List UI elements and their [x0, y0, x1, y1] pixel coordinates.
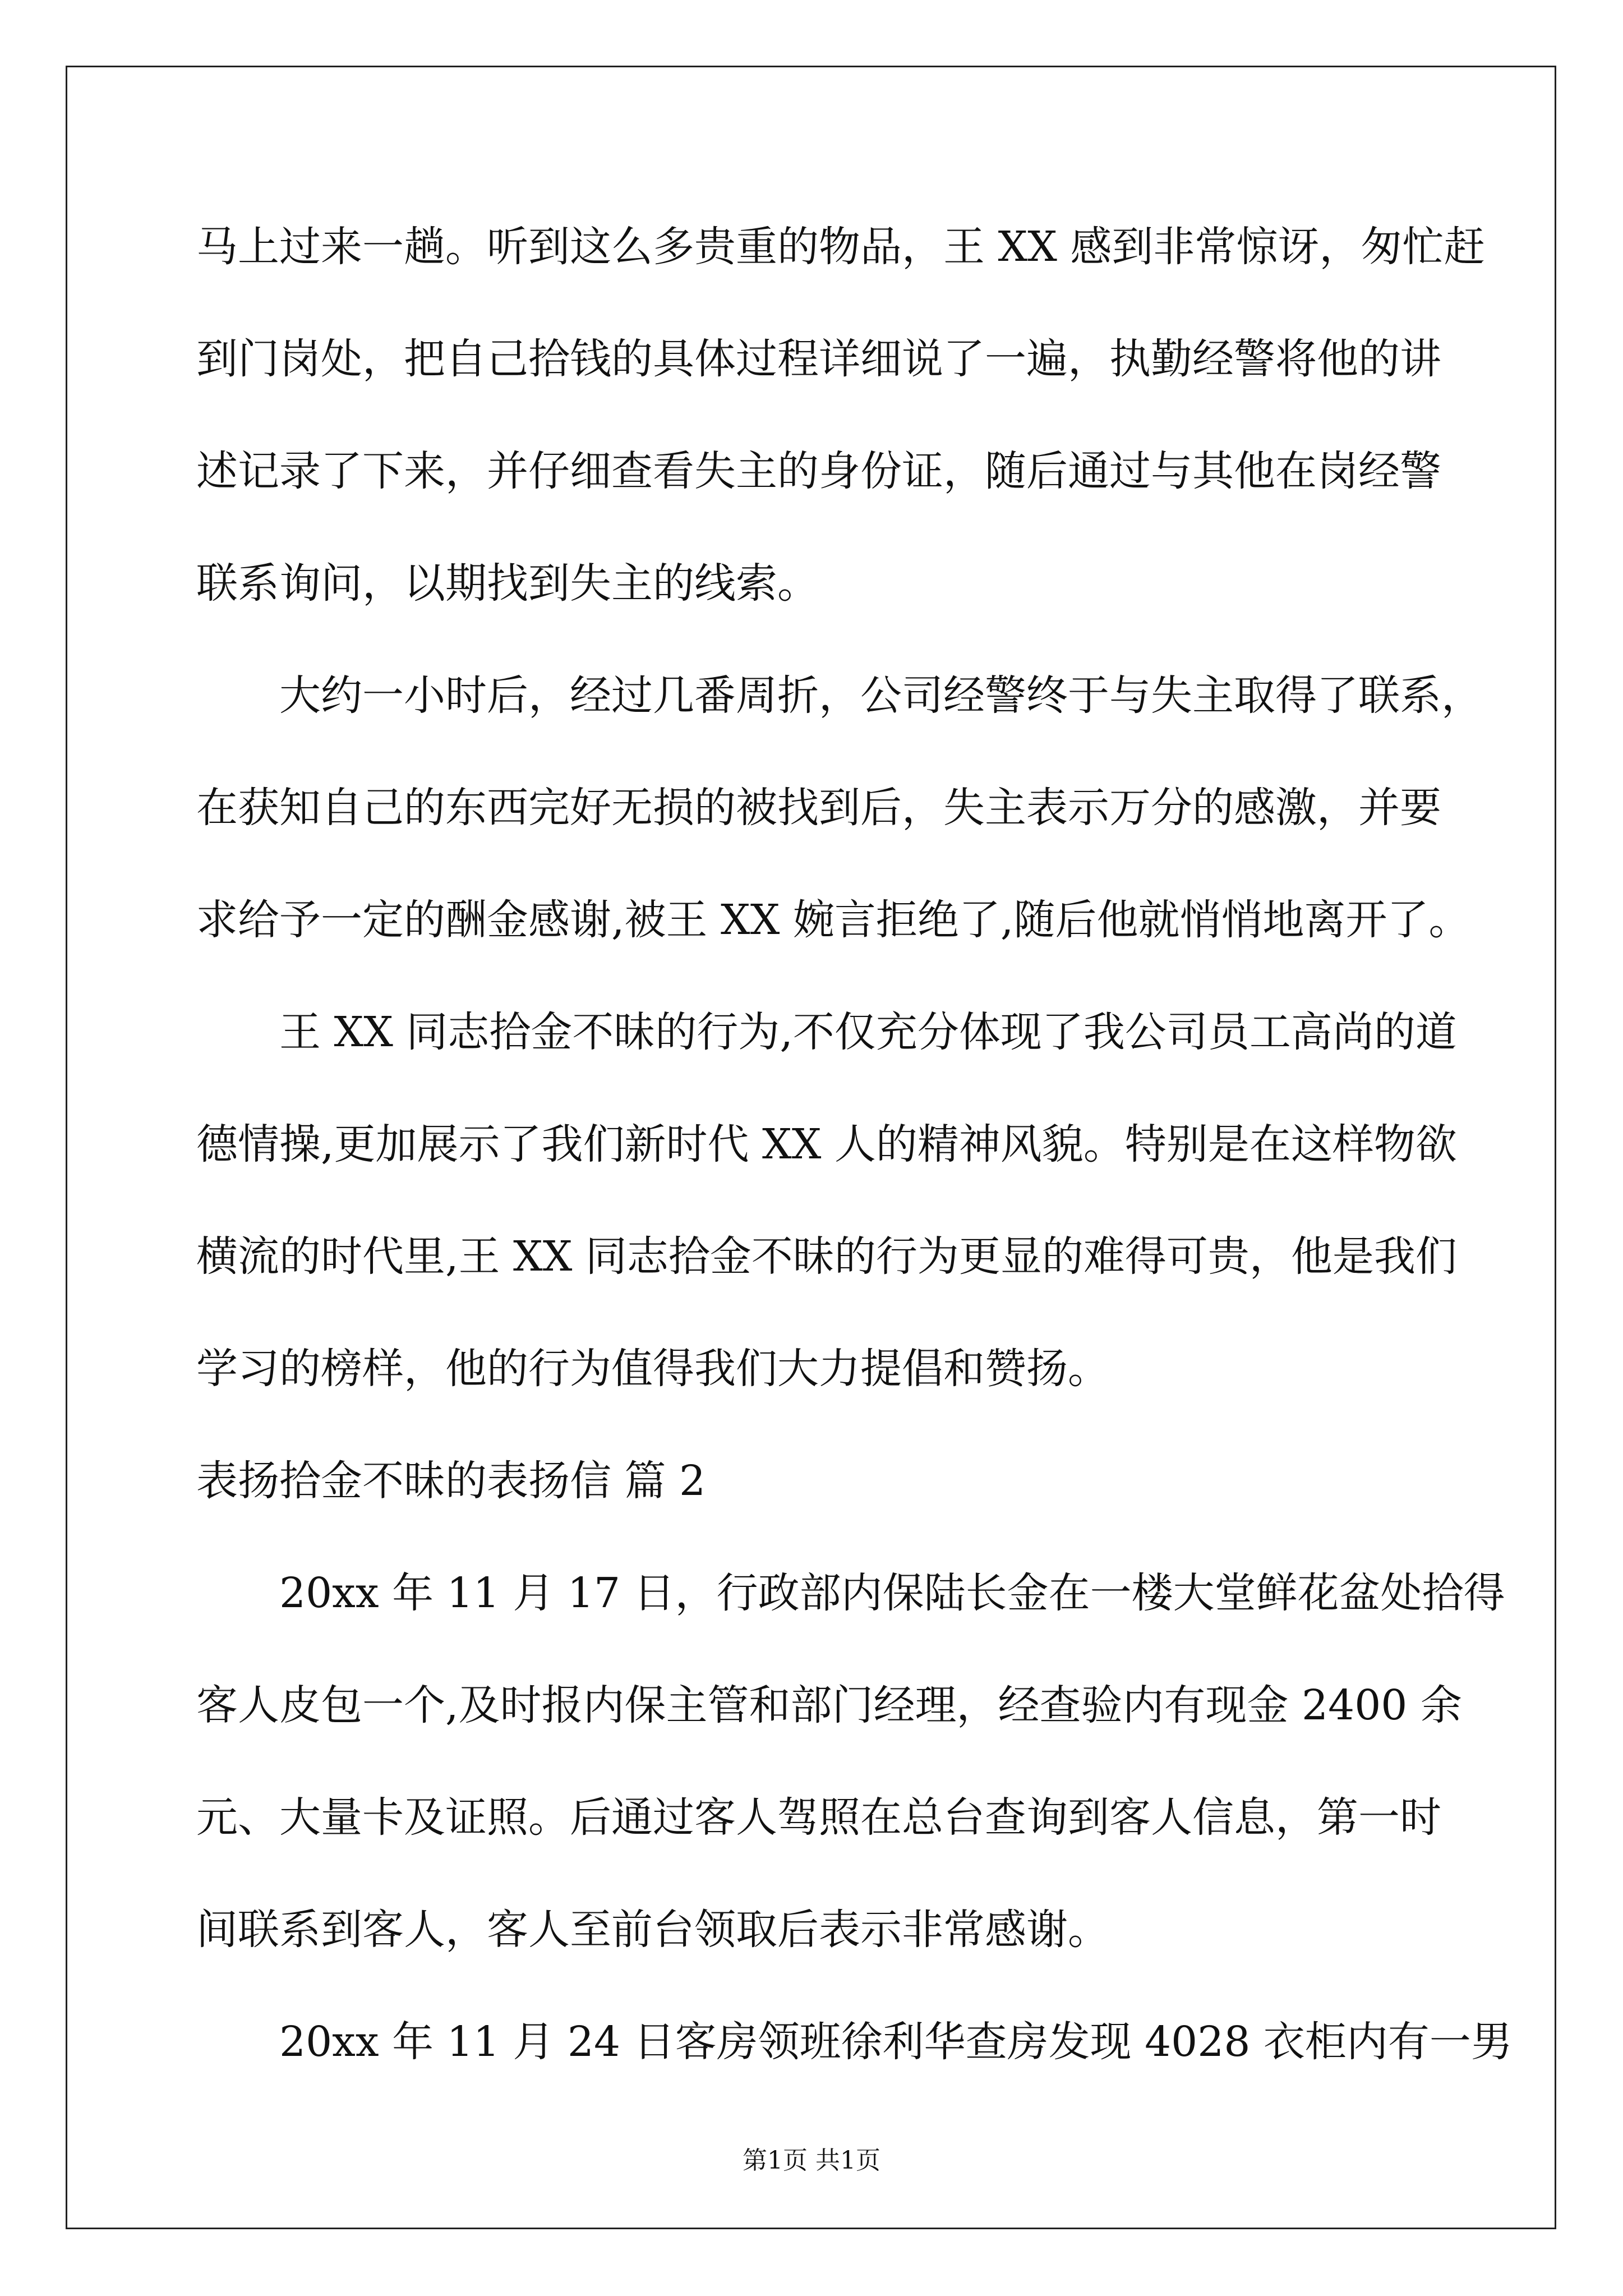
text-line: 在获知自己的东西完好无损的被找到后，失主表示万分的感激，并要: [196, 784, 1441, 832]
text-line: 马上过来一趟。听到这么多贵重的物品，王 XX 感到非常惊讶，匆忙赶: [196, 223, 1486, 271]
text-line: 元、大量卡及证照。后通过客人驾照在总台查询到客人信息，第一时: [196, 1793, 1441, 1842]
page-number: 第1页 共1页: [743, 2146, 880, 2175]
text-line: 王 XX 同志拾金不昧的行为,不仅充分体现了我公司员工高尚的道: [279, 1008, 1457, 1056]
text-line: 联系询问，以期找到失主的线索。: [196, 559, 819, 608]
text-line: 德情操,更加展示了我们新时代 XX 人的精神风貌。特别是在这样物欲: [196, 1120, 1457, 1168]
text-line: 大约一小时后，经过几番周折，公司经警终于与失主取得了联系，: [279, 671, 1483, 720]
text-line: 述记录了下来，并仔细查看失主的身份证，随后通过与其他在岗经警: [196, 447, 1441, 495]
section-heading: 表扬拾金不昧的表扬信 篇 2: [196, 1457, 706, 1505]
text-line: 到门岗处，把自己拾钱的具体过程详细说了一遍，执勤经警将他的讲: [196, 335, 1441, 383]
text-line: 客人皮包一个,及时报内保主管和部门经理，经查验内有现金 2400 余: [196, 1681, 1462, 1729]
text-line: 求给予一定的酬金感谢,被王 XX 婉言拒绝了,随后他就悄悄地离开了。: [196, 896, 1470, 944]
text-line: 间联系到客人，客人至前台领取后表示非常感谢。: [196, 1906, 1109, 1954]
text-line: 20xx 年 11 月 17 日，行政部内保陆长金在一楼大堂鲜花盆处拾得: [279, 1569, 1505, 1617]
document-body: [196, 191, 1513, 2098]
text-line: 横流的时代里,王 XX 同志拾金不昧的行为更显的难得可贵，他是我们: [196, 1232, 1457, 1281]
text-line: 20xx 年 11 月 24 日客房领班徐利华查房发现 4028 衣柜内有一男: [279, 2018, 1513, 2066]
text-line: 学习的榜样，他的行为值得我们大力提倡和赞扬。: [196, 1345, 1109, 1393]
